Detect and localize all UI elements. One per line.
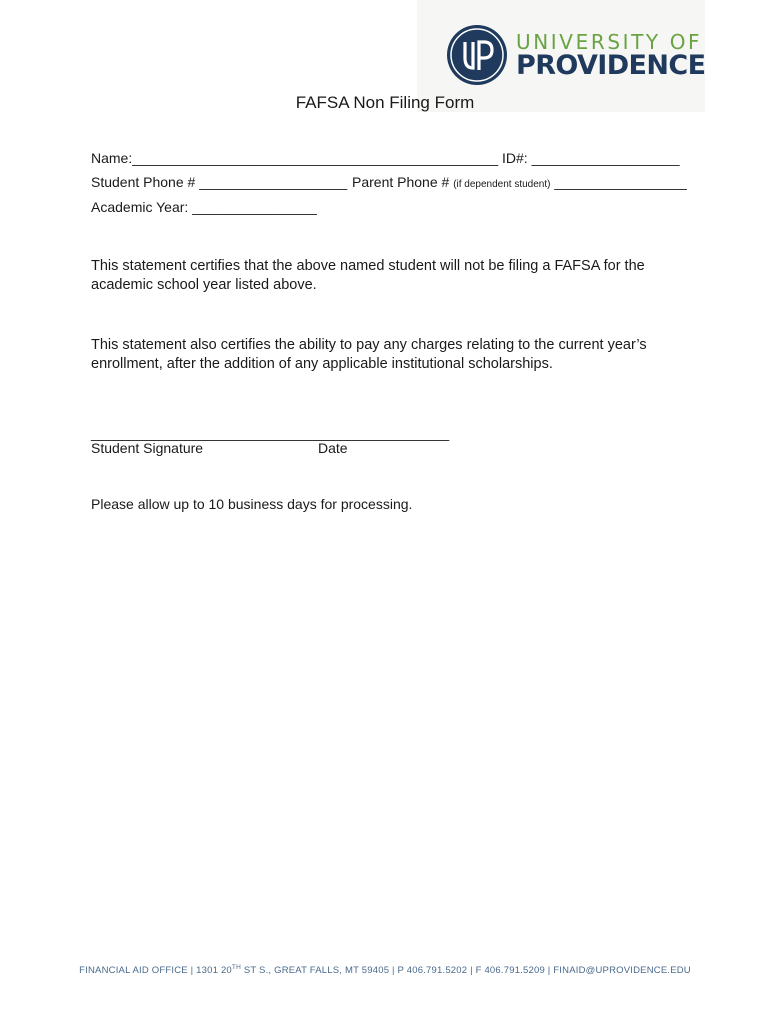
footer-contact xyxy=(0,964,770,976)
parent-phone-label: Parent Phone # xyxy=(352,174,450,190)
student-phone-label: Student Phone # xyxy=(91,174,196,190)
university-seal-icon xyxy=(446,24,508,86)
footer-address-rest: ST S., GREAT FALLS, MT 59405 | P 406.791.5202 | F 406.791.5209 | FINAID@UPROVIDENCE.EDU xyxy=(241,965,691,977)
academic-year-label: Academic Year: xyxy=(91,199,189,215)
name-field[interactable] xyxy=(91,150,498,166)
date-label: Date xyxy=(318,440,348,456)
statement-ability-to-pay: This statement also certifies the ability to pay any charges relating to the current year’s enrollment, after the addition of any applicable institutional scholarships. xyxy=(91,337,647,372)
parent-phone-note: (if dependent student) xyxy=(453,179,551,190)
footer-address-start: FINANCIAL AID OFFICE | 1301 20 xyxy=(79,965,232,977)
academic-year-field[interactable] xyxy=(91,199,317,215)
name-label: Name: xyxy=(91,150,133,166)
logo-text-university-of: UNIVERSITY OF xyxy=(516,30,703,54)
student-phone-blank[interactable]: ___________________ xyxy=(199,174,348,190)
academic-year-blank[interactable]: ________________ xyxy=(192,199,317,215)
id-field[interactable] xyxy=(502,150,680,166)
id-blank[interactable]: ___________________ xyxy=(531,150,680,166)
page-title: FAFSA Non Filing Form xyxy=(295,93,475,112)
parent-phone-blank[interactable]: _________________ xyxy=(554,174,687,190)
parent-phone-field[interactable] xyxy=(352,174,687,190)
processing-note: Please allow up to 10 business days for processing. xyxy=(91,496,413,512)
logo-text-providence: PROVIDENCE xyxy=(516,50,706,81)
student-signature-label: Student Signature xyxy=(91,440,204,456)
signature-line[interactable]: ______________________________________________ xyxy=(91,425,450,441)
id-label: ID#: xyxy=(502,150,528,166)
footer-superscript: TH xyxy=(231,964,241,971)
statement-not-filing: This statement certifies that the above named student will not be filing a FAFSA for the academic school year listed above. xyxy=(91,258,645,293)
student-phone-field[interactable] xyxy=(91,174,347,190)
name-blank[interactable]: _______________________________________________ xyxy=(132,150,499,166)
